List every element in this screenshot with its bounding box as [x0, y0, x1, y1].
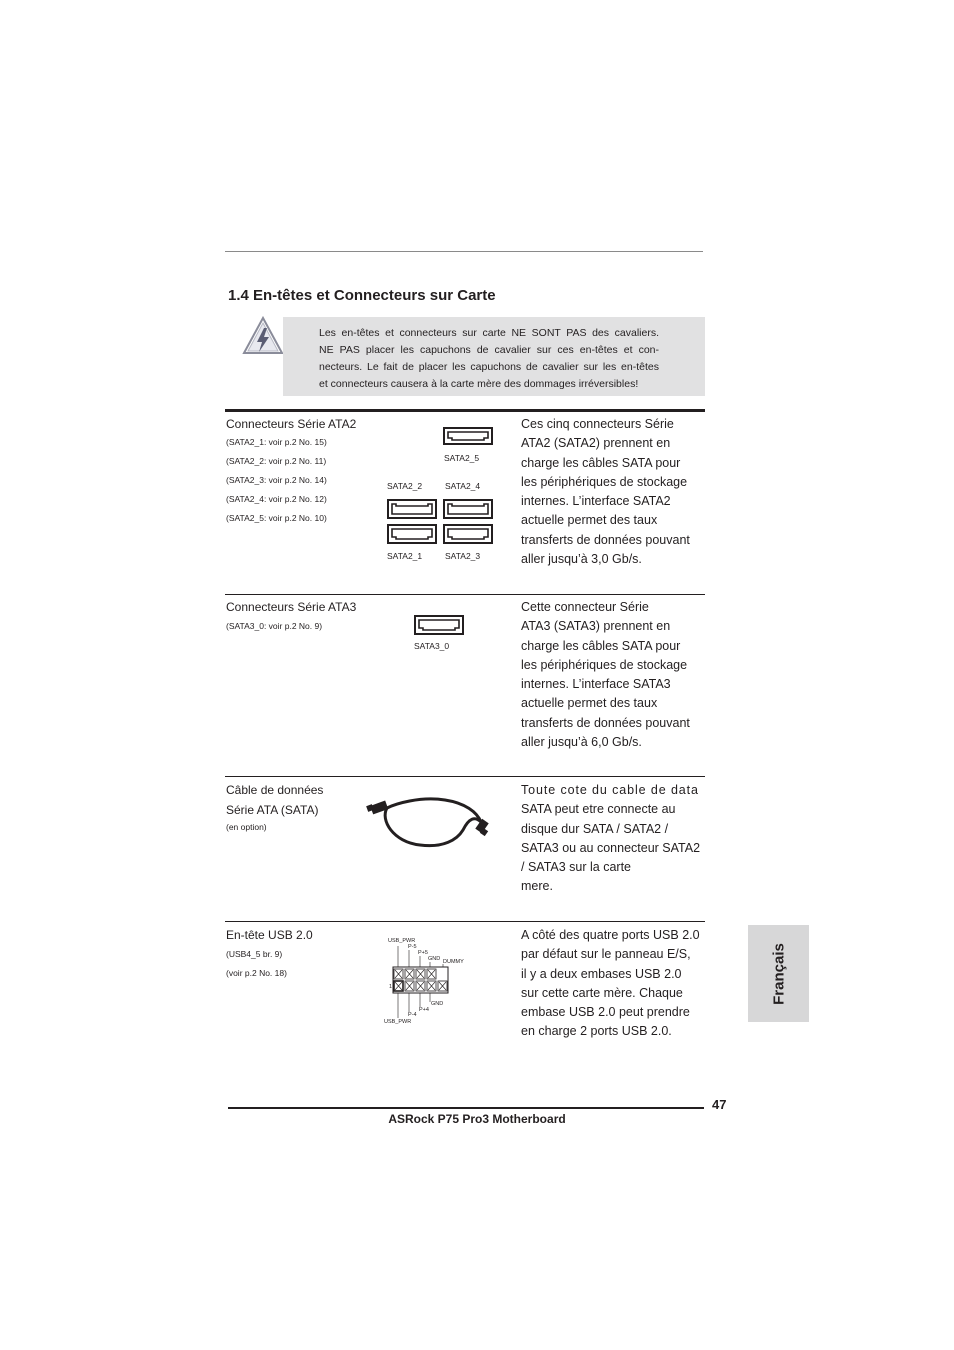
- sata2-ref: (SATA2_1: voir p.2 No. 15): [226, 437, 327, 447]
- desc-line: internes. L’interface SATA3: [521, 677, 671, 692]
- desc-line: les périphériques de stockage: [521, 474, 688, 489]
- sata-cable-title-line: Série ATA (SATA): [226, 802, 319, 817]
- desc-line: actuelle permet des taux: [521, 513, 658, 528]
- pin-label-gnd-bottom: GND: [431, 1001, 444, 1007]
- desc-line: en charge 2 ports USB 2.0.: [521, 1024, 672, 1039]
- sata2-2-connector: [387, 499, 437, 519]
- desc-line: disque dur SATA / SATA2 /: [521, 821, 669, 836]
- desc-line: / SATA3 sur la carte: [521, 860, 631, 875]
- sata3-0-connector: [414, 615, 464, 635]
- header-rule: [225, 251, 703, 252]
- row-rule: [225, 776, 705, 777]
- pin-label-usb-pwr-top: USB_PWR: [388, 938, 416, 944]
- desc-line: SATA3 ou au connecteur SATA2: [521, 840, 701, 855]
- desc-line: A côté des quatre ports USB 2.0: [521, 928, 700, 942]
- sata-cable-title-line: Câble de données: [226, 783, 324, 797]
- page-number: 47: [712, 1097, 727, 1112]
- sata-cable-ref: (en option): [226, 822, 267, 832]
- sata2-ref: (SATA2_3: voir p.2 No. 14): [226, 475, 327, 485]
- language-side-tab: [748, 925, 809, 1022]
- note-line: necteurs. Le fait de placer les capuchons de cavalier sur les en-têtes: [319, 361, 659, 373]
- usb-header-ref: (voir p.2 No. 18): [226, 968, 287, 978]
- pin-label-p-plus-4: P+4: [419, 1007, 429, 1013]
- sata3-refs: [226, 617, 322, 636]
- desc-line: embase USB 2.0 peut prendre: [521, 1005, 690, 1020]
- warning-icon: [241, 315, 285, 357]
- sata2-description: [521, 415, 690, 569]
- desc-line: Ces cinq connecteurs Série: [521, 417, 674, 431]
- desc-line: ATA3 (SATA3) prennent en: [521, 619, 671, 634]
- pin-label-gnd-top: GND: [428, 956, 441, 962]
- desc-line: sur cette carte mère. Chaque: [521, 985, 683, 1000]
- section-title: 1.4 En-têtes et Connecteurs sur Carte: [228, 287, 496, 304]
- desc-line: les périphériques de stockage: [521, 657, 688, 672]
- pin-label-dummy: DUMMY: [443, 959, 464, 965]
- sata2-3-connector: [443, 524, 493, 544]
- sata3-0-label: SATA3_0: [414, 641, 450, 651]
- warning-note-box: [283, 317, 705, 396]
- desc-line: transferts de données pouvant: [521, 715, 690, 730]
- usb-header-description: [521, 926, 700, 1042]
- note-line: Les en-têtes et connecteurs sur carte NE SONT PAS des cavaliers.: [319, 327, 659, 339]
- sata2-ref: (SATA2_2: voir p.2 No. 11): [226, 456, 327, 466]
- sata2-refs: [226, 433, 327, 528]
- table-top-rule: [225, 409, 705, 412]
- sata2-4-connector: [443, 499, 493, 519]
- sata-cable-title: [226, 781, 323, 820]
- sata3-title: Connecteurs Série ATA3: [226, 600, 357, 614]
- sata2-4-label: SATA2_4: [445, 481, 481, 491]
- sata-cable-illustration: [365, 790, 495, 852]
- sata2-ref: (SATA2_4: voir p.2 No. 12): [226, 494, 327, 504]
- pin-label-p-minus-5: P-5: [408, 944, 417, 950]
- usb-header-pin-diagram: [385, 940, 455, 1020]
- sata-cable-refs: [226, 818, 267, 837]
- warning-note-text: [319, 325, 659, 393]
- desc-line: aller jusqu’à 6,0 Gb/s.: [521, 735, 642, 750]
- desc-line: charge les câbles SATA pour: [521, 455, 681, 470]
- desc-line: internes. L’interface SATA2: [521, 494, 671, 509]
- desc-line: SATA peut etre connecte au: [521, 802, 676, 817]
- usb-header-ref: (USB4_5 br. 9): [226, 949, 283, 959]
- desc-line: Toute cote du cable de data: [521, 783, 699, 797]
- sata3-ref: (SATA3_0: voir p.2 No. 9): [226, 621, 323, 631]
- sata-cable-description: [521, 781, 705, 897]
- sata2-2-label: SATA2_2: [387, 481, 423, 491]
- sata2-ref: (SATA2_5: voir p.2 No. 10): [226, 513, 327, 523]
- sata2-1-label: SATA2_1: [387, 551, 423, 561]
- desc-line: actuelle permet des taux: [521, 696, 658, 711]
- language-side-tab-label: Français: [770, 942, 787, 1005]
- pin-label-p-minus-4: P-4: [408, 1012, 417, 1018]
- pin-label-p-plus-5: P+5: [418, 950, 428, 956]
- desc-line: Cette connecteur Série: [521, 600, 649, 614]
- usb-header-refs: [226, 945, 287, 983]
- desc-line: transferts de données pouvant: [521, 532, 690, 547]
- pin-label-usb-pwr-bottom: USB_PWR: [384, 1019, 412, 1025]
- desc-line: aller jusqu’à 3,0 Gb/s.: [521, 552, 642, 567]
- row-rule: [225, 921, 705, 922]
- footer-rule: [228, 1107, 704, 1109]
- desc-line: mere.: [521, 879, 553, 894]
- note-line: NE PAS placer les capuchons de cavalier sur ces en-têtes et con-: [319, 344, 659, 356]
- desc-line: par défaut sur le panneau E/S,: [521, 947, 691, 962]
- row-rule: [225, 594, 705, 595]
- sata2-3-label: SATA2_3: [445, 551, 481, 561]
- usb-header-title: En-tête USB 2.0: [226, 928, 313, 942]
- pin-label-1: 1: [389, 984, 393, 990]
- sata2-5-label: SATA2_5: [444, 453, 480, 463]
- sata2-1-connector: [387, 524, 437, 544]
- footer-text: ASRock P75 Pro3 Motherboard: [388, 1112, 566, 1126]
- note-line: et connecteurs causera à la carte mère des dommages irréversibles!: [319, 378, 639, 390]
- desc-line: ATA2 (SATA2) prennent en: [521, 436, 671, 451]
- desc-line: charge les câbles SATA pour: [521, 638, 681, 653]
- desc-line: il y a deux embases USB 2.0: [521, 966, 682, 981]
- sata2-title: Connecteurs Série ATA2: [226, 417, 357, 431]
- sata3-description: [521, 598, 690, 752]
- sata2-5-connector: [443, 427, 493, 445]
